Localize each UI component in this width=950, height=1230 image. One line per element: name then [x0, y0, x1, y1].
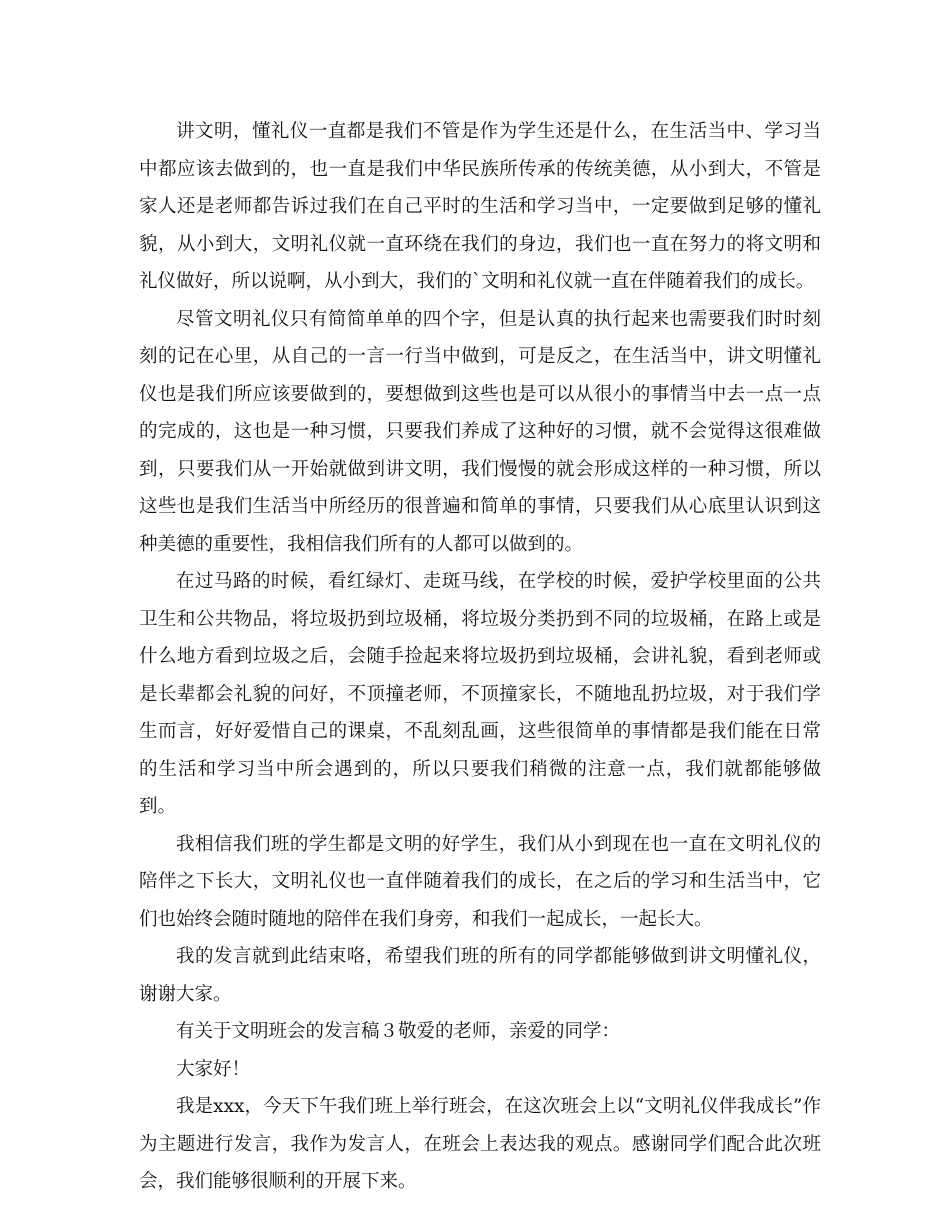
paragraph-8: 我是xxx，今天下午我们班上举行班会，在这次班会上以“文明礼仪伴我成长”作为主题进行发言，我作为发言人，在班会上表达我的观点。感谢同学们配合此次班会，我们能够很顺利的开展下来。	[139, 1096, 821, 1192]
paragraph-2: 尽管文明礼仪只有简简单单的四个字，但是认真的执行起来也需要我们时时刻刻的记在心里，从自己的一言一行当中做到，可是反之，在生活当中，讲文明懂礼仪也是我们所应该要做到的，要想做到这些也是可以从很小的事情当中去一点一点的完成的，这也是一种习惯，只要我们养成了这种好的习惯，就不会觉得这很难做到，只要我们从一开始就做到讲文明，我们慢慢的就会形成这样的一种习惯，所以这些也是我们生活当中所经历的很普遍和简单的事情，只要我们从心底里认识到这种美德的重要性，我相信我们所有的人都可以做到的。	[139, 308, 821, 555]
paragraph-3: 在过马路的时候，看红绿灯、走斑马线，在学校的时候，爱护学校里面的公共卫生和公共物品，将垃圾扔到垃圾桶，将垃圾分类扔到不同的垃圾桶，在路上或是什么地方看到垃圾之后，会随手捡起来将垃圾扔到垃圾桶，会讲礼貌，看到老师或是长辈都会礼貌的问好，不顶撞老师，不顶撞家长，不随地乱扔垃圾，对于我们学生而言，好好爱惜自己的课桌，不乱刻乱画，这些很简单的事情都是我们能在日常的生活和学习当中所会遇到的，所以只要我们稍微的注意一点，我们就都能够做到。	[139, 571, 821, 817]
paragraph-6: 有关于文明班会的发言稿３敬爱的老师，亲爱的同学：	[176, 1021, 621, 1042]
paragraph-5: 我的发言就到此结束咯，希望我们班的所有的同学都能够做到讲文明懂礼仪，谢谢大家。	[139, 946, 821, 1005]
document-body	[139, 113, 821, 1201]
paragraph-7: 大家好！	[176, 1058, 251, 1080]
paragraph-4: 我相信我们班的学生都是文明的好学生，我们从小到现在也一直在文明礼仪的陪伴之下长大，文明礼仪也一直伴随着我们的成长，在之后的学习和生活当中，它们也始终会随时随地的陪伴在我们身旁，和我们一起成长，一起长大。	[139, 833, 821, 930]
paragraph-1: 讲文明，懂礼仪一直都是我们不管是作为学生还是什么，在生活当中、学习当中都应该去做到的，也一直是我们中华民族所传承的传统美德，从小到大，不管是家人还是老师都告诉过我们在自己平时的生活和学习当中，一定要做到足够的懂礼貌，从小到大，文明礼仪就一直环绕在我们的身边，我们也一直在努力的将文明和礼仪做好，所以说啊，从小到大，我们的`文明和礼仪就一直在伴随着我们的成长。	[139, 121, 821, 292]
